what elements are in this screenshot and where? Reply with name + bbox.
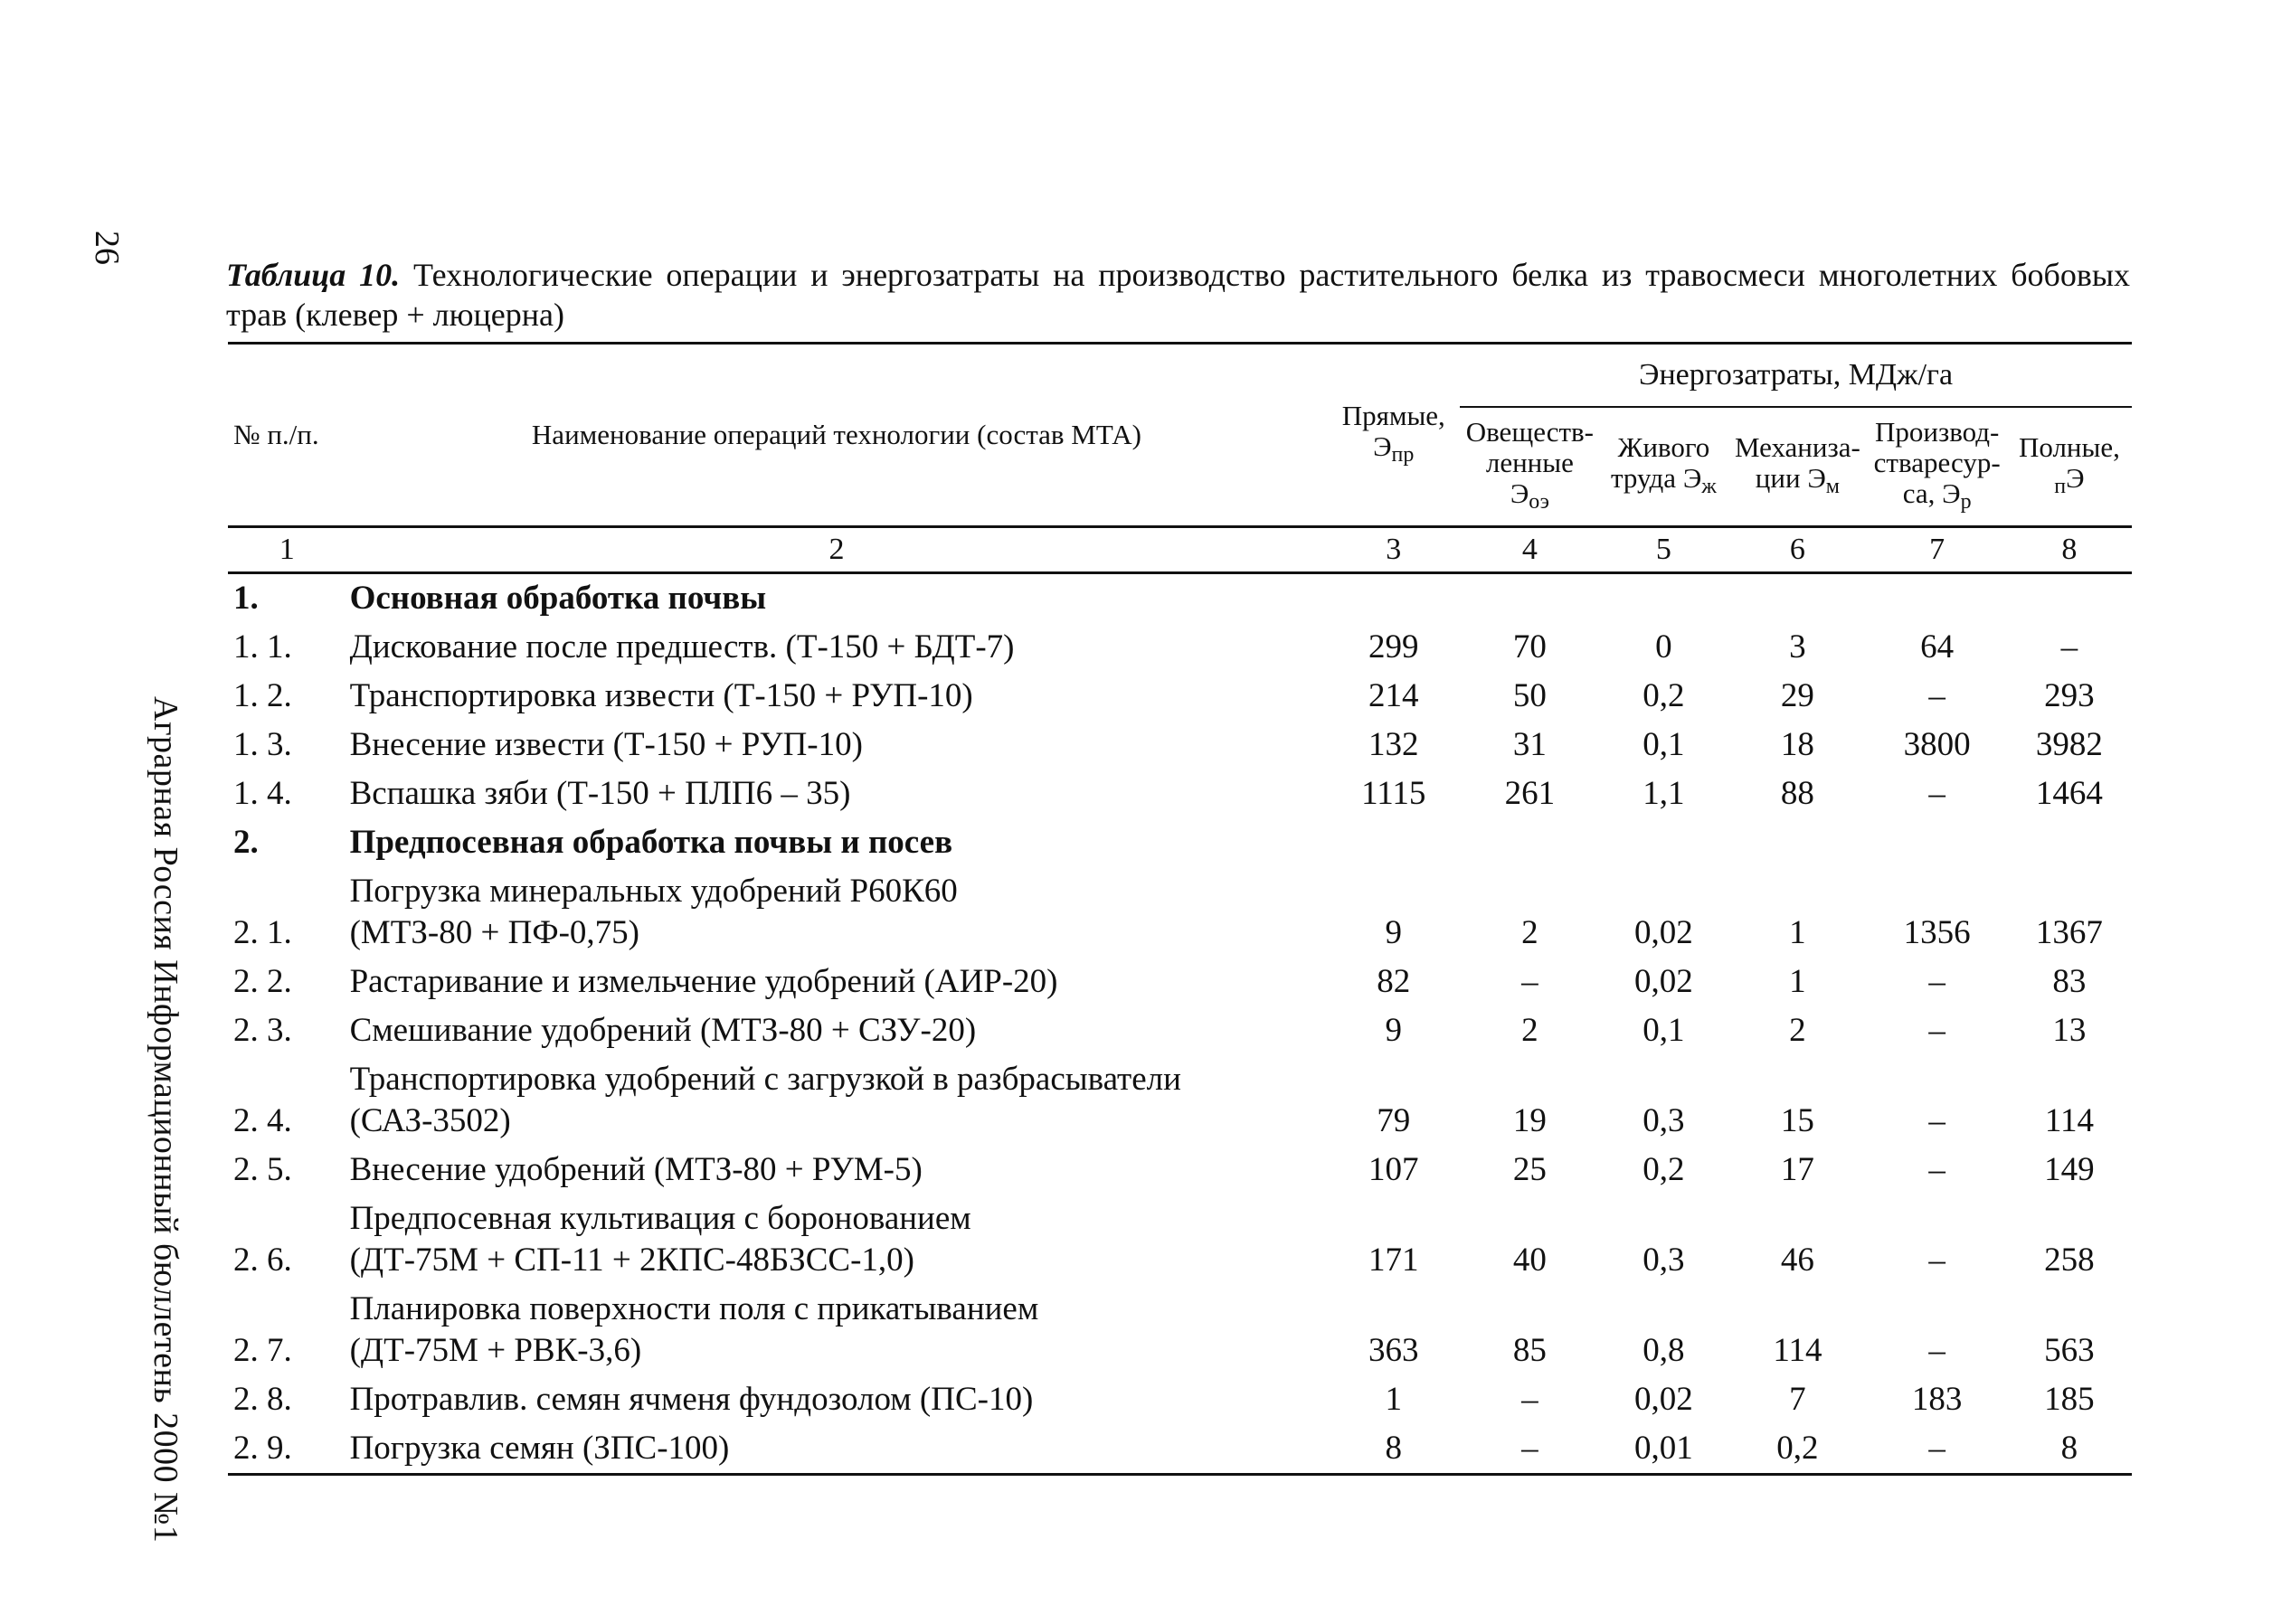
total-value: 563 (2044, 1332, 2095, 1369)
table-row (228, 1055, 2132, 1146)
total-value: 258 (2044, 1242, 2095, 1279)
operation-name: Предпосевная культивация с боронованием (ДТ-75М + СП-11 + 2КПС-48БЗСС-1,0) (349, 1200, 971, 1279)
header-name: Наименование операций технологии (состав МТА) (346, 344, 1328, 527)
direct-value: 107 (1368, 1151, 1419, 1188)
labor-value (1600, 818, 1728, 867)
resource-value: 183 (1911, 1381, 1963, 1418)
col-number: 4 (1460, 527, 1599, 573)
col-number: 2 (346, 527, 1328, 573)
header-total-symbol: Э (2066, 461, 2085, 494)
row-number: 1. 2. (233, 677, 292, 714)
labor-value (1600, 573, 1728, 624)
embodied-value (1460, 818, 1599, 867)
mech-value: 15 (1780, 1102, 1814, 1139)
table-row (228, 1375, 2132, 1424)
page-number: 26 (88, 231, 126, 265)
labor-value: 0,3 (1643, 1102, 1685, 1139)
table-body (228, 573, 2132, 1475)
direct-value: 363 (1368, 1332, 1419, 1369)
resource-value: – (1868, 1424, 2007, 1475)
row-number: 2. 6. (233, 1242, 292, 1279)
header-labor (1600, 407, 1728, 527)
embodied-value: – (1521, 1381, 1538, 1418)
header-embodied-symbol: Э (1510, 477, 1529, 509)
embodied-value: 2 (1521, 914, 1538, 951)
header-direct-symbol: Э (1373, 430, 1392, 462)
resource-value: 3800 (1903, 726, 1971, 763)
row-number: 1. (233, 580, 259, 617)
mech-value (1728, 573, 1867, 624)
resource-value: – (1928, 775, 1945, 812)
total-value: 83 (2052, 963, 2087, 1000)
row-number: 2. 4. (233, 1102, 292, 1139)
operation-name: Вспашка зяби (Т-150 + ПЛП6 – 35) (349, 775, 851, 812)
resource-value: – (1928, 677, 1945, 714)
resource-value (1868, 573, 2007, 624)
embodied-value: 85 (1512, 1332, 1547, 1369)
direct-value (1327, 573, 1460, 624)
header-mech-sub: м (1825, 474, 1840, 498)
mech-value: 2 (1789, 1012, 1806, 1049)
operation-name: Планировка поверхности поля с прикатыванием (ДТ-75М + РВК-3,6) (349, 1290, 1039, 1369)
labor-value: 0,1 (1643, 1012, 1685, 1049)
embodied-value (1460, 573, 1599, 624)
labor-value: 0,3 (1643, 1242, 1685, 1279)
total-value: – (2060, 628, 2078, 666)
header-embodied (1460, 407, 1599, 527)
embodied-value: 2 (1521, 1012, 1538, 1049)
labor-value: 0,02 (1634, 914, 1693, 951)
labor-value: 0 (1655, 628, 1672, 666)
header-no: № п./п. (228, 344, 346, 527)
energy-table (228, 342, 2132, 1476)
labor-value: 0,02 (1634, 963, 1693, 1000)
mech-value: 46 (1780, 1242, 1814, 1279)
col-number: 7 (1868, 527, 2007, 573)
total-value: 1367 (2035, 914, 2103, 951)
operation-name: Погрузка минеральных удобрений Р60К60 (МТЗ-80 + ПФ-0,75) (349, 873, 958, 951)
labor-value: 0,02 (1634, 1381, 1693, 1418)
operation-name: Растаривание и измельчение удобрений (АИР-20) (349, 963, 1058, 1000)
operation-name: Внесение удобрений (МТЗ-80 + РУМ-5) (349, 1151, 923, 1188)
total-value: 3982 (2035, 726, 2103, 763)
table-row (228, 1006, 2132, 1055)
labor-value: 0,8 (1643, 1332, 1685, 1369)
row-number: 1. 1. (233, 628, 292, 666)
header-direct-sub: пр (1391, 442, 1415, 467)
mech-value: 1 (1789, 914, 1806, 951)
header-embodied-label: Овеществ-ленные (1465, 415, 1594, 478)
row-number: 2. 3. (233, 1012, 292, 1049)
header-total-sub: п (2054, 474, 2067, 498)
header-resource-label: Производ-стваресур-са, Э (1873, 415, 2001, 509)
row-number: 1. 4. (233, 775, 292, 812)
embodied-value: 70 (1512, 628, 1547, 666)
resource-value (1868, 818, 2007, 867)
resource-value: – (1928, 1151, 1945, 1188)
labor-value: 0,2 (1643, 677, 1685, 714)
row-number: 2. (233, 824, 259, 861)
mech-value: 29 (1780, 677, 1814, 714)
direct-value: 214 (1368, 677, 1419, 714)
mech-value: 17 (1780, 1151, 1814, 1188)
table-row (228, 1424, 2132, 1475)
col-number: 6 (1728, 527, 1867, 573)
operation-name: Транспортировка удобрений с загрузкой в разбрасыватели (САЗ-3502) (349, 1061, 1181, 1139)
direct-value: 1115 (1361, 775, 1426, 812)
table-row (228, 721, 2132, 770)
direct-value: 132 (1368, 726, 1419, 763)
direct-value: 171 (1368, 1242, 1419, 1279)
total-value: 114 (2044, 1102, 2094, 1139)
header-resource (1868, 407, 2007, 527)
resource-value: – (1928, 963, 1945, 1000)
direct-value: 9 (1385, 914, 1402, 951)
resource-value: 64 (1920, 628, 1955, 666)
resource-value: 1356 (1903, 914, 1971, 951)
mech-value: 3 (1789, 628, 1806, 666)
col-number: 1 (228, 527, 346, 573)
embodied-value: 261 (1504, 775, 1556, 812)
mech-value: 114 (1773, 1332, 1822, 1369)
direct-value: 299 (1368, 628, 1419, 666)
header-labor-label: Живого труда Э (1610, 430, 1710, 494)
row-number: 2. 5. (233, 1151, 292, 1188)
direct-value: 9 (1385, 1012, 1402, 1049)
header-direct (1327, 344, 1460, 527)
direct-value: 79 (1377, 1102, 1411, 1139)
operation-name: Дискование после предшеств. (Т-150 + БДТ-7) (349, 628, 1015, 666)
col-number: 8 (2007, 527, 2132, 573)
embodied-value: 19 (1512, 1102, 1547, 1139)
section-row (228, 818, 2132, 867)
total-value (2007, 818, 2132, 867)
row-number: 2. 9. (228, 1424, 346, 1475)
embodied-value: – (1521, 963, 1538, 1000)
table-row (228, 672, 2132, 721)
header-total (2007, 407, 2132, 527)
total-value: 13 (2052, 1012, 2087, 1049)
total-value: 1464 (2035, 775, 2103, 812)
row-number: 2. 7. (233, 1332, 292, 1369)
operation-name: Транспортировка извести (Т-150 + РУП-10) (349, 677, 973, 714)
col-number: 3 (1327, 527, 1460, 573)
row-number: 2. 1. (233, 914, 292, 951)
table-row (228, 1285, 2132, 1375)
mech-value: 1 (1789, 963, 1806, 1000)
labor-value: 0,1 (1643, 726, 1685, 763)
header-mech-label: Механиза-ции Э (1734, 430, 1860, 494)
table-row (228, 770, 2132, 818)
header-labor-sub: ж (1701, 474, 1717, 498)
table-row (228, 1146, 2132, 1194)
operation-name: Основная обработка почвы (349, 580, 767, 617)
direct-value: 1 (1385, 1381, 1402, 1418)
section-row (228, 573, 2132, 624)
operation-name: Протравлив. семян ячменя фундозолом (ПС-10) (349, 1381, 1034, 1418)
header-energy-group: Энергозатраты, МДж/га (1460, 344, 2132, 408)
resource-value: – (1928, 1102, 1945, 1139)
header-resource-sub: р (1960, 489, 1972, 514)
embodied-value: 50 (1512, 677, 1547, 714)
labor-value: 0,01 (1600, 1424, 1728, 1475)
total-value: 149 (2044, 1151, 2095, 1188)
header-direct-label: Прямые, (1341, 399, 1445, 431)
direct-value (1327, 818, 1460, 867)
direct-value: 8 (1327, 1424, 1460, 1475)
labor-value: 0,2 (1643, 1151, 1685, 1188)
caption-label: Таблица 10. (226, 257, 401, 293)
table-row (228, 623, 2132, 672)
total-value: 8 (2007, 1424, 2132, 1475)
running-head: Аграрная Россия Информационный бюллетень 2000 №1 (147, 696, 185, 1544)
operation-name: Погрузка семян (ЗПС-100) (346, 1424, 1328, 1475)
table-row (228, 867, 2132, 958)
col-number: 5 (1600, 527, 1728, 573)
mech-value: 7 (1789, 1381, 1806, 1418)
table-row (228, 1194, 2132, 1285)
header-total-label: Полные, (2018, 430, 2120, 463)
total-value: 293 (2044, 677, 2095, 714)
resource-value: – (1928, 1242, 1945, 1279)
total-value (2007, 573, 2132, 624)
operation-name: Предпосевная обработка почвы и посев (349, 824, 953, 861)
mech-value (1728, 818, 1867, 867)
labor-value: 1,1 (1643, 775, 1685, 812)
row-number: 2. 8. (233, 1381, 292, 1418)
table-caption (226, 255, 2130, 335)
table-row (228, 958, 2132, 1006)
operation-name: Внесение извести (Т-150 + РУП-10) (349, 726, 863, 763)
embodied-value: 31 (1512, 726, 1547, 763)
embodied-value: 40 (1512, 1242, 1547, 1279)
caption-text: Технологические операции и энергозатраты на производство растительного белка из травосмеси многолетних бобовых трав (клевер + люцерна) (226, 257, 2131, 333)
resource-value: – (1928, 1012, 1945, 1049)
embodied-value: – (1460, 1424, 1599, 1475)
mech-value: 88 (1780, 775, 1814, 812)
mech-value: 18 (1780, 726, 1814, 763)
row-number: 2. 2. (233, 963, 292, 1000)
resource-value: – (1928, 1332, 1945, 1369)
header-embodied-sub: оэ (1529, 489, 1549, 514)
total-value: 185 (2044, 1381, 2095, 1418)
row-number: 1. 3. (233, 726, 292, 763)
mech-value: 0,2 (1728, 1424, 1867, 1475)
operation-name: Смешивание удобрений (МТЗ-80 + СЗУ-20) (349, 1012, 977, 1049)
embodied-value: 25 (1512, 1151, 1547, 1188)
header-mech (1728, 407, 1867, 527)
direct-value: 82 (1377, 963, 1411, 1000)
